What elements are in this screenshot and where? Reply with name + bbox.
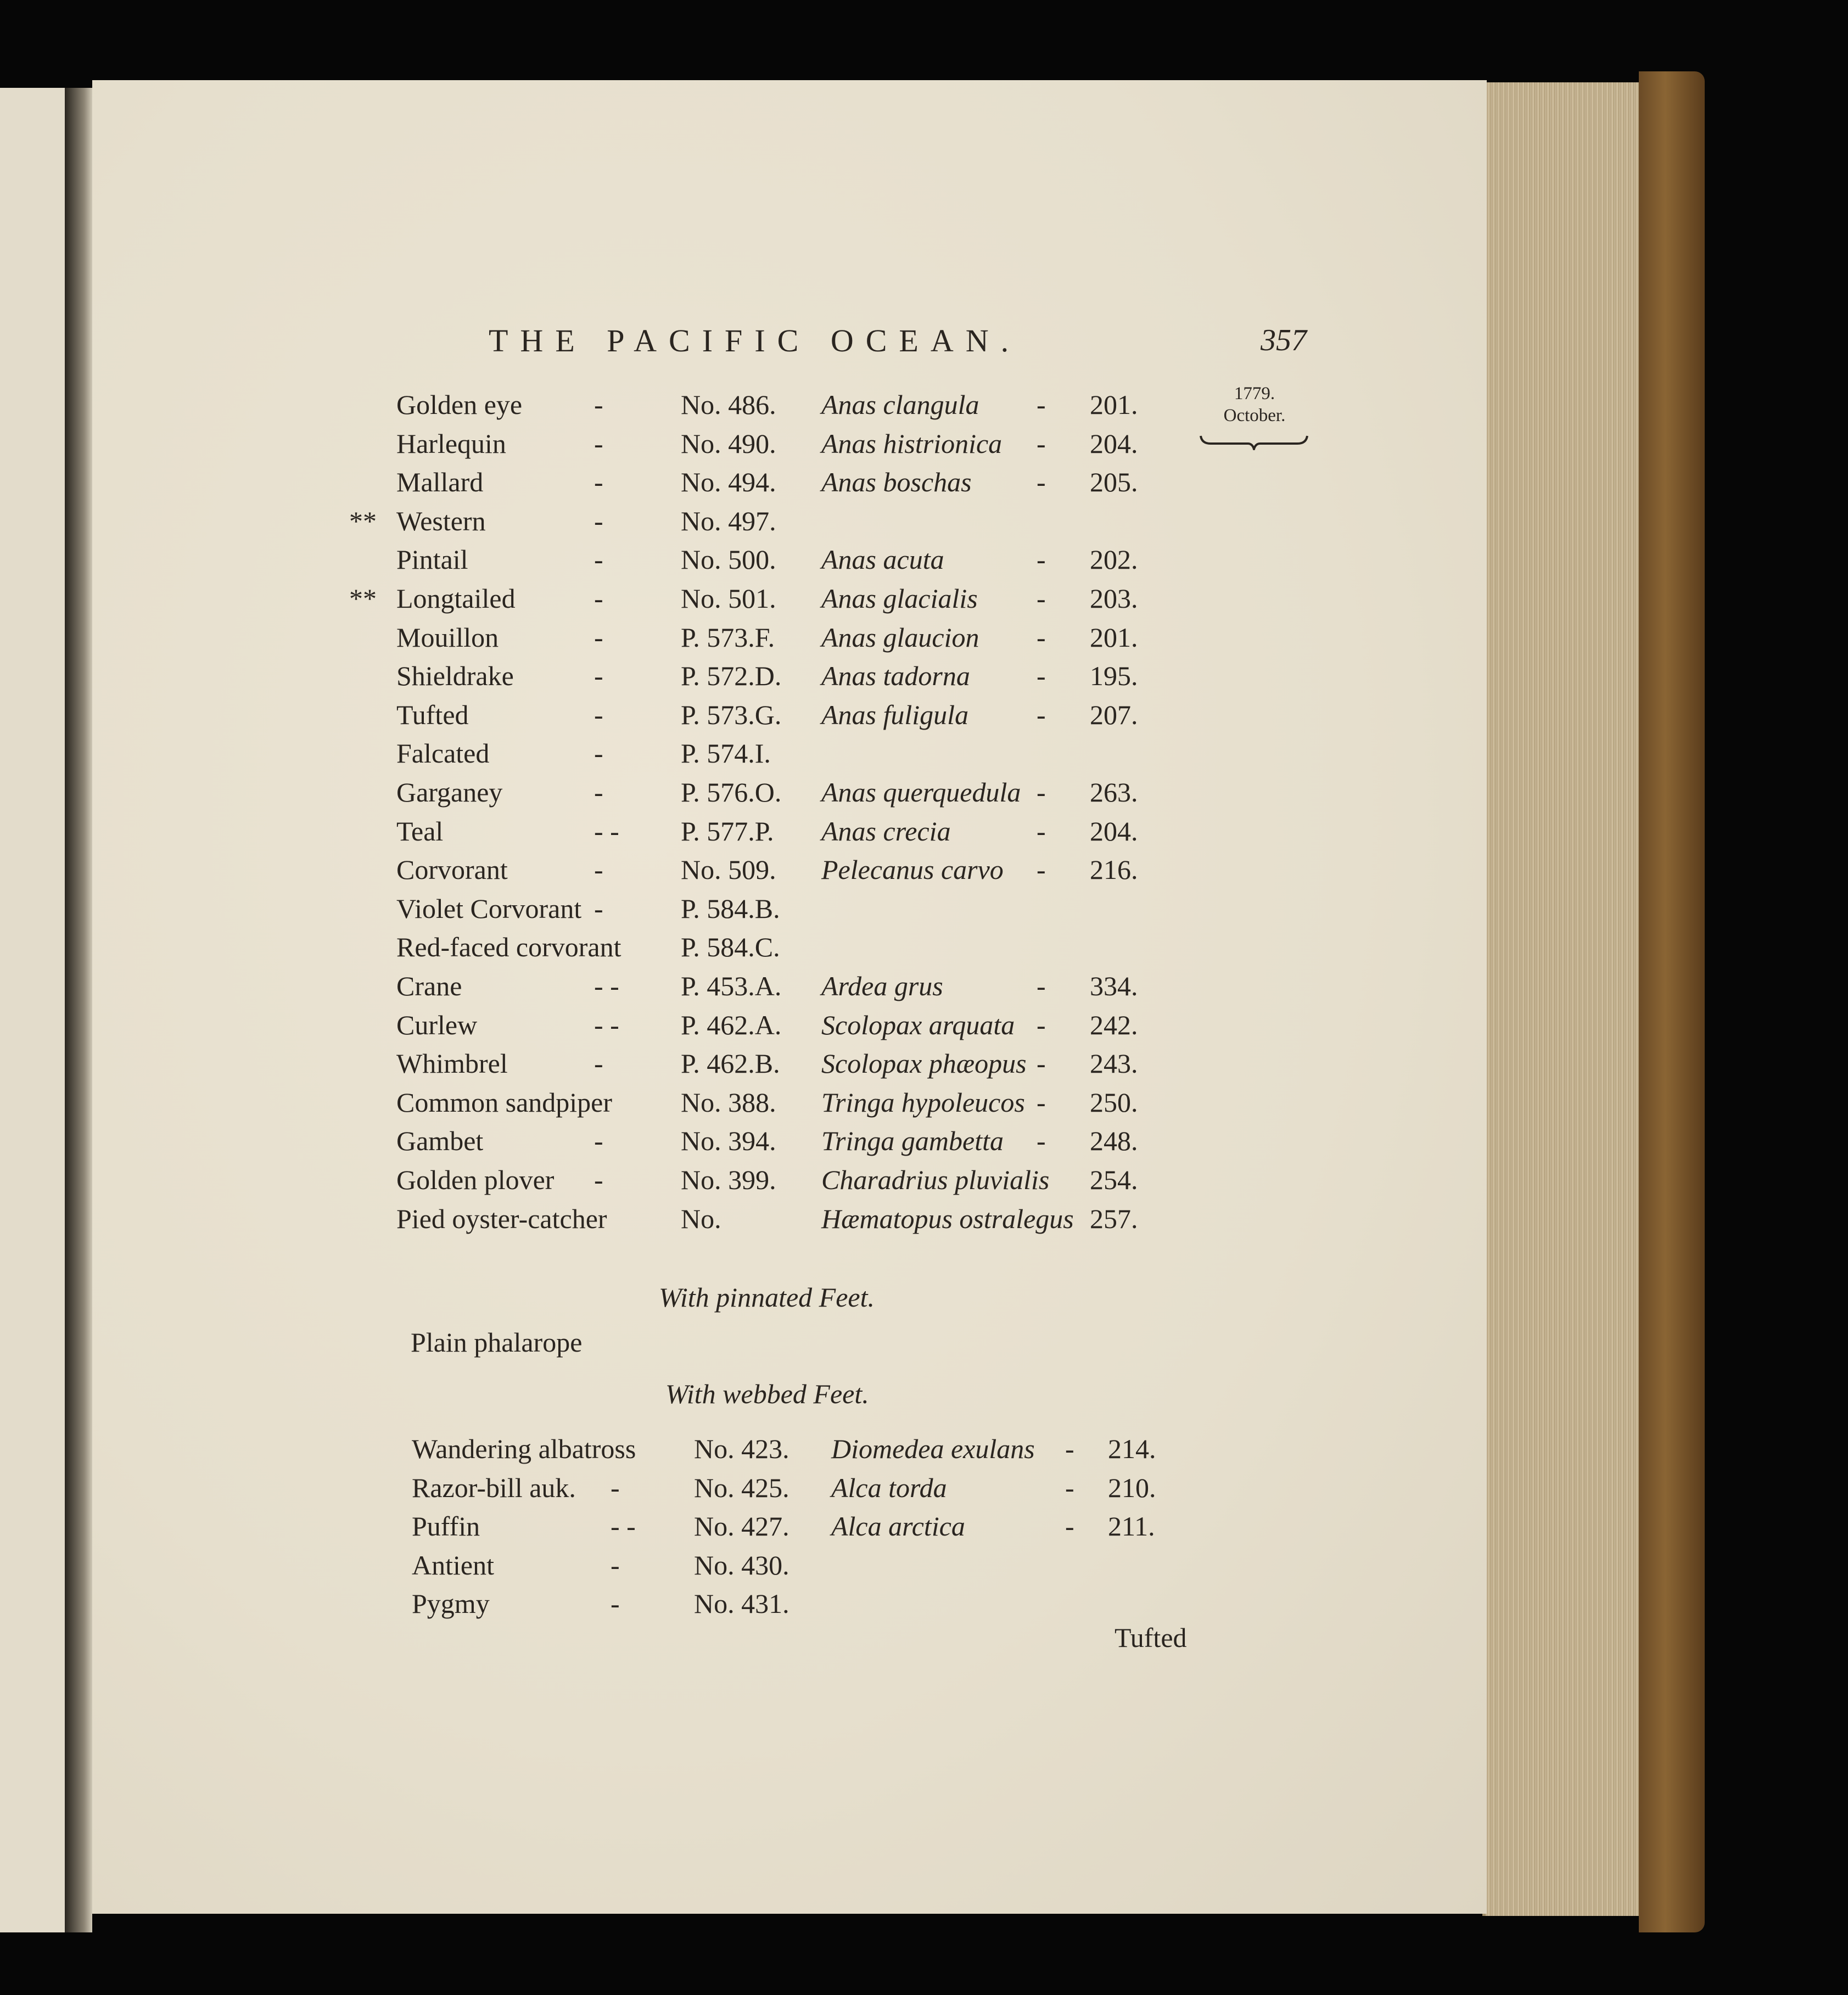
row-name: Garganey [396,777,503,808]
row-name: Puffin [412,1511,480,1542]
row-dash2: - [1037,467,1046,498]
row-page: 210. [1108,1472,1156,1503]
row-dash2: - [1065,1511,1074,1542]
row-dash: - [594,854,603,886]
row-name: Shieldrake [396,660,514,692]
margin-brace-icon [1200,434,1308,450]
row-dash: - [611,1472,620,1503]
row-page: 242. [1090,1009,1138,1040]
row-page: 254. [1090,1164,1138,1195]
row-dash: - - [594,815,619,847]
row-dash2: - [1037,777,1046,808]
row-latin: Anas acuta [821,544,944,575]
row-dash2: - [1037,1048,1046,1079]
row-latin: Scolopax arquata [821,1009,1015,1040]
row-dash: - [611,1549,620,1581]
row-ref: P. 462.B. [681,1048,780,1079]
row-page: 257. [1090,1203,1138,1234]
row-page: 204. [1090,815,1138,847]
row-dash2: - [1037,1009,1046,1040]
running-title: THE PACIFIC OCEAN. [489,323,1021,358]
row-ref: P. 453.A. [681,971,782,1001]
row-ref: No. 388. [681,1086,776,1118]
row-page: 203. [1090,583,1138,614]
row-ref: P. 584.B. [681,893,780,924]
row-name: Wandering albatross [412,1433,636,1464]
row-dash: - [594,738,603,769]
row-dash2: - [1037,854,1046,886]
row-page: 334. [1090,971,1138,1001]
row-dash: - [594,505,603,536]
margin-note-month: October. [1223,406,1286,425]
row-page: 214. [1108,1433,1156,1464]
row-page: 201. [1090,621,1138,653]
row-ref: No. 431. [694,1588,789,1619]
row-name: Western [396,505,486,536]
row-latin: Anas glacialis [821,583,978,614]
row-dash2: - [1037,544,1046,575]
row-name: Crane [396,971,462,1001]
row-name: Pygmy [412,1588,490,1619]
row-page: 195. [1090,660,1138,692]
row-name: Tufted [396,699,469,730]
row-name: Golden plover [396,1164,555,1195]
row-latin: Anas boschas [821,467,972,498]
section-heading-webbed: With webbed Feet. [665,1378,869,1409]
row-ref: No. 500. [681,544,776,575]
row-ref: No. 497. [681,505,776,536]
row-latin: Alca arctica [831,1511,965,1542]
row-ref: P. 572.D. [681,660,782,692]
row-ref: No. 427. [694,1511,789,1542]
row-latin: Alca torda [831,1472,947,1503]
row-dash: - [594,1164,603,1195]
row-name: Gambet [396,1125,484,1157]
row-name: Corvorant [396,854,508,886]
facing-page-edge [0,88,67,1932]
row-ref: No. 399. [681,1164,776,1195]
book-gutter [65,88,92,1932]
row-latin: Pelecanus carvo [821,854,1004,886]
row-name: Mouillon [396,621,499,653]
row-name: Whimbrel [396,1048,508,1079]
row-dash: - [594,660,603,692]
row-latin: Scolopax phæopus [821,1048,1027,1079]
row-name: Red-faced corvorant [396,932,621,963]
row-latin: Anas fuligula [821,699,969,730]
row-name: Curlew [396,1009,478,1040]
row-name: Harlequin [396,428,506,459]
row-dash: - [594,621,603,653]
row-dash2: - [1037,815,1046,847]
row-ref: No. 501. [681,583,776,614]
row-name: Common sandpiper [396,1086,613,1118]
row-dash2: - [1037,699,1046,730]
row-dash2: - [1037,971,1046,1001]
row-dash2: - [1065,1433,1074,1464]
row-page: 201. [1090,389,1138,420]
row-ref: No. 425. [694,1472,789,1503]
row-ref: P. 573.F. [681,621,775,653]
row-page: 207. [1090,699,1138,730]
row-dash: - [594,1125,603,1157]
row-dash2: - [1037,660,1046,692]
row-dash: - [594,893,603,924]
row-dash: - - [611,1511,636,1542]
row-page: 211. [1108,1511,1155,1542]
row-ref: P. 584.C. [681,932,780,963]
row-ref: No. 490. [681,428,776,459]
row-latin: Tringa gambetta [821,1125,1004,1157]
row-ref: P. 576.O. [681,777,782,808]
row-ref: No. 486. [681,389,776,420]
row-name: Longtailed [396,583,516,614]
row-ref: No. 430. [694,1549,789,1581]
page-number: 357 [1261,323,1307,357]
row-ref: P. 573.G. [681,699,782,730]
row-name: Antient [412,1549,494,1581]
row-latin: Ardea grus [821,971,943,1001]
row-name: Pintail [396,544,468,575]
row-ref: P. 462.A. [681,1009,782,1040]
row-dash2: - [1037,1086,1046,1118]
row-dash: - [594,467,603,498]
row-latin: Anas querquedula [821,777,1021,808]
leather-cover [1639,71,1705,1932]
row-page: 205. [1090,467,1138,498]
row-latin: Diomedea exulans [831,1433,1035,1464]
row-page: 243. [1090,1048,1138,1079]
margin-note-year: 1779. [1234,384,1275,404]
row-ref: No. 394. [681,1125,776,1157]
row-ref: P. 574.I. [681,738,771,769]
row-dash2: - [1037,1125,1046,1157]
row-latin: Anas histrionica [821,428,1003,459]
row-page: 216. [1090,854,1138,886]
row-name: Violet Corvorant [396,893,582,924]
row-dash: - [611,1588,620,1619]
row-ref: No. [681,1203,721,1234]
row-dash: - - [594,971,619,1001]
row-name: Golden eye [396,389,523,420]
row-ref: No. 423. [694,1433,789,1464]
row-page: 263. [1090,777,1138,808]
row-dash: - [594,428,603,459]
row-name: Razor-bill auk. [412,1472,576,1503]
row-dash2: - [1037,428,1046,459]
row-dash: - [594,583,603,614]
row-page: 204. [1090,428,1138,459]
row-latin: Tringa hypoleucos [821,1086,1025,1118]
row-latin: Anas tadorna [821,660,970,692]
row-dash2: - [1037,583,1046,614]
row-star: ** [349,505,377,536]
row-page: 202. [1090,544,1138,575]
row-latin: Anas glaucion [821,621,979,653]
row-page: 250. [1090,1086,1138,1118]
row-dash: - [594,544,603,575]
row-dash: - [594,1048,603,1079]
row-ref: No. 494. [681,467,776,498]
row-ref: P. 577.P. [681,815,774,847]
row-name: Pied oyster-catcher [396,1203,607,1234]
row-dash2: - [1065,1472,1074,1503]
row-dash: - [594,699,603,730]
row-page: 248. [1090,1125,1138,1157]
row-dash2: - [1037,621,1046,653]
row-name: Mallard [396,467,484,498]
row-latin: Anas crecia [821,815,951,847]
row-dash: - [594,777,603,808]
row-name: Teal [396,815,444,847]
row-dash2: - [1037,389,1046,420]
row-ref: No. 509. [681,854,776,886]
row-latin: Hæmatopus ostralegus [821,1203,1074,1234]
row-star: ** [349,583,377,614]
section-heading-pinnated: With pinnated Feet. [659,1282,875,1313]
list-item-plain-phalarope: Plain phalarope [411,1327,583,1358]
page-fore-edge [1482,82,1650,1916]
row-latin: Anas clangula [821,389,979,420]
catchword: Tufted [1115,1622,1187,1653]
row-dash: - [594,389,603,420]
row-latin: Charadrius pluvialis [821,1164,1050,1195]
row-dash: - - [594,1009,619,1040]
row-name: Falcated [396,738,490,769]
